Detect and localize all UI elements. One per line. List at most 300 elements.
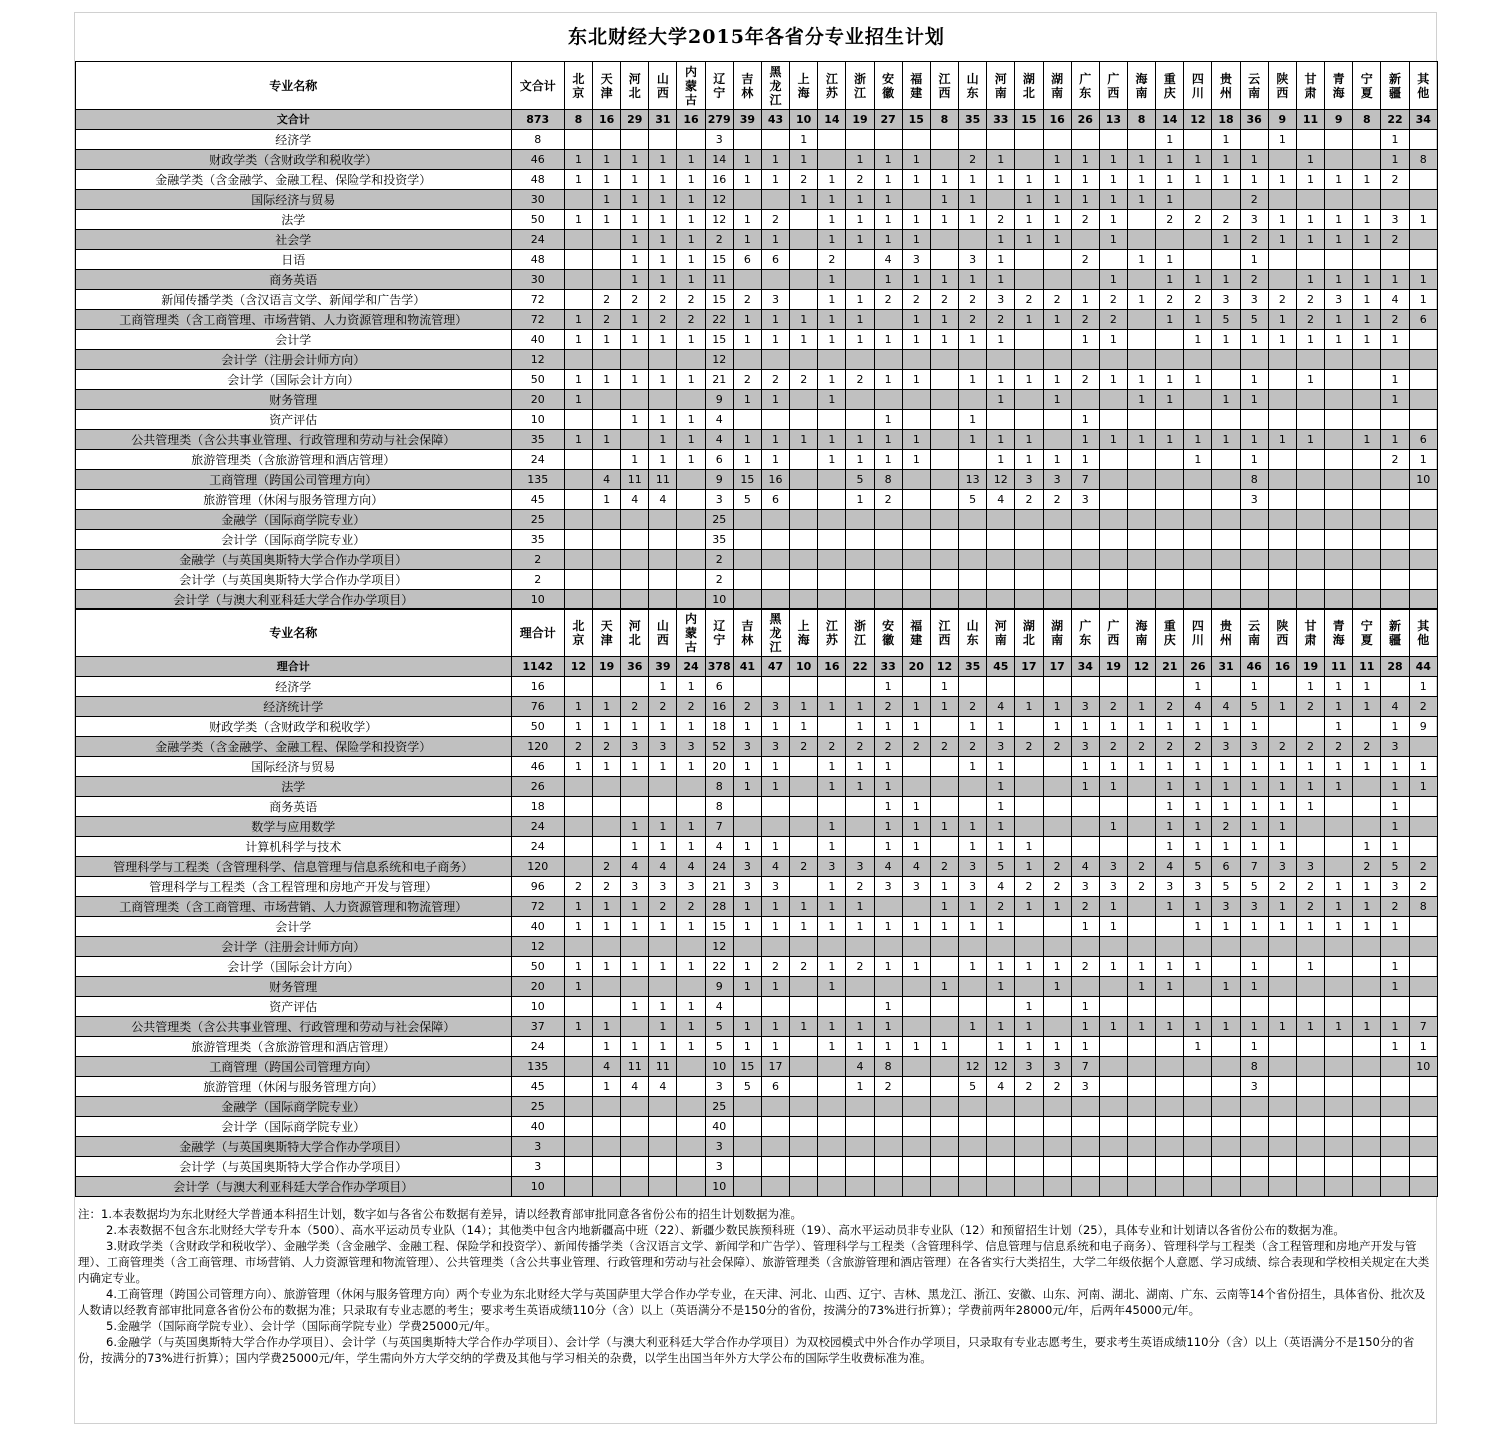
header-province bbox=[1325, 609, 1353, 657]
quota-cell bbox=[1212, 1177, 1240, 1197]
quota-cell: 2 bbox=[1043, 877, 1071, 897]
header-province-char: 吉 bbox=[741, 71, 754, 86]
quota-cell bbox=[959, 530, 987, 550]
quota-cell bbox=[1409, 350, 1437, 370]
quota-cell bbox=[1099, 550, 1127, 570]
quota-cell: 1 bbox=[564, 917, 592, 937]
row-total-cell: 50 bbox=[511, 717, 564, 737]
quota-cell bbox=[677, 570, 705, 590]
quota-cell bbox=[987, 190, 1015, 210]
quota-cell: 1 bbox=[818, 817, 846, 837]
quota-cell bbox=[1268, 250, 1296, 270]
quota-cell: 13 bbox=[959, 470, 987, 490]
header-province-char: 古 bbox=[685, 639, 698, 654]
quota-cell bbox=[1353, 717, 1381, 737]
quota-cell bbox=[874, 570, 902, 590]
quota-cell bbox=[761, 1117, 789, 1137]
quota-cell: 4 bbox=[677, 857, 705, 877]
total-cell: 47 bbox=[761, 657, 789, 677]
quota-cell bbox=[1381, 1117, 1409, 1137]
quota-cell: 1 bbox=[621, 170, 649, 190]
quota-cell bbox=[649, 777, 677, 797]
header-province-char: 西 bbox=[938, 85, 951, 100]
quota-cell bbox=[1184, 530, 1212, 550]
quota-cell: 2 bbox=[790, 370, 818, 390]
quota-cell: 2 bbox=[874, 290, 902, 310]
quota-cell: 5 bbox=[705, 1017, 733, 1037]
quota-cell bbox=[1184, 230, 1212, 250]
quota-cell: 1 bbox=[1409, 777, 1437, 797]
quota-cell: 1 bbox=[874, 230, 902, 250]
quota-cell bbox=[1071, 1117, 1099, 1137]
quota-cell: 1 bbox=[649, 250, 677, 270]
quota-cell bbox=[1325, 837, 1353, 857]
quota-cell: 1 bbox=[733, 390, 761, 410]
quota-cell bbox=[733, 1137, 761, 1157]
quota-cell: 2 bbox=[1071, 370, 1099, 390]
quota-cell bbox=[1212, 1157, 1240, 1177]
quota-cell: 1 bbox=[846, 897, 874, 917]
quota-cell: 1 bbox=[902, 717, 930, 737]
quota-cell bbox=[846, 530, 874, 550]
quota-cell bbox=[846, 1117, 874, 1137]
quota-cell: 1 bbox=[930, 1037, 958, 1057]
quota-cell bbox=[1212, 937, 1240, 957]
quota-cell bbox=[1099, 510, 1127, 530]
quota-cell: 1 bbox=[1099, 150, 1127, 170]
quota-cell: 1 bbox=[1184, 270, 1212, 290]
quota-cell: 2 bbox=[1381, 310, 1409, 330]
quota-cell bbox=[1353, 1037, 1381, 1057]
quota-cell: 2 bbox=[874, 1077, 902, 1097]
table-row bbox=[76, 1117, 1438, 1137]
quota-cell: 2 bbox=[1268, 290, 1296, 310]
quota-cell: 6 bbox=[705, 450, 733, 470]
quota-cell: 2 bbox=[1381, 450, 1409, 470]
quota-cell: 1 bbox=[1127, 250, 1155, 270]
quota-cell: 2 bbox=[1409, 857, 1437, 877]
quota-cell bbox=[621, 677, 649, 697]
quota-cell: 1 bbox=[1184, 757, 1212, 777]
quota-cell: 8 bbox=[874, 470, 902, 490]
quota-cell bbox=[818, 490, 846, 510]
quota-cell: 1 bbox=[649, 957, 677, 977]
quota-cell bbox=[902, 470, 930, 490]
quota-cell bbox=[564, 530, 592, 550]
header-province bbox=[1212, 62, 1240, 110]
quota-cell bbox=[902, 570, 930, 590]
major-name: 计算机科学与技术 bbox=[76, 837, 512, 857]
quota-cell bbox=[733, 410, 761, 430]
header-province bbox=[1240, 609, 1268, 657]
quota-cell: 1 bbox=[790, 717, 818, 737]
quota-cell: 2 bbox=[1240, 270, 1268, 290]
quota-cell bbox=[987, 570, 1015, 590]
major-name: 会计学（与英国奥斯特大学合作办学项目） bbox=[76, 570, 512, 590]
quota-cell bbox=[818, 1097, 846, 1117]
quota-cell: 1 bbox=[1099, 170, 1127, 190]
header-province-char: 海 bbox=[1332, 632, 1345, 647]
quota-cell: 2 bbox=[1184, 737, 1212, 757]
quota-cell: 1 bbox=[818, 170, 846, 190]
quota-cell: 1 bbox=[930, 977, 958, 997]
row-total-cell: 72 bbox=[511, 897, 564, 917]
quota-cell bbox=[987, 677, 1015, 697]
quota-cell: 1 bbox=[593, 150, 621, 170]
header-province bbox=[1240, 62, 1268, 110]
quota-cell: 1 bbox=[1184, 957, 1212, 977]
quota-cell bbox=[1015, 1177, 1043, 1197]
row-total-cell: 25 bbox=[511, 510, 564, 530]
quota-cell: 2 bbox=[677, 290, 705, 310]
quota-cell bbox=[1325, 530, 1353, 550]
quota-cell bbox=[1099, 837, 1127, 857]
quota-cell: 1 bbox=[1015, 370, 1043, 390]
quota-cell: 1 bbox=[1043, 897, 1071, 917]
quota-cell: 3 bbox=[761, 697, 789, 717]
header-province-char: 江 bbox=[769, 639, 782, 654]
header-province-char: 东 bbox=[966, 85, 979, 100]
quota-cell: 1 bbox=[649, 450, 677, 470]
header-province-char: 湖 bbox=[1051, 71, 1064, 86]
quota-cell: 9 bbox=[705, 470, 733, 490]
quota-cell: 1 bbox=[621, 210, 649, 230]
header-province-char: 湖 bbox=[1051, 618, 1064, 633]
quota-cell: 1 bbox=[1353, 837, 1381, 857]
major-name: 旅游管理（休闲与服务管理方向） bbox=[76, 1077, 512, 1097]
quota-cell: 4 bbox=[1381, 290, 1409, 310]
total-cell: 39 bbox=[649, 657, 677, 677]
quota-cell bbox=[1409, 170, 1437, 190]
total-cell: 19 bbox=[593, 657, 621, 677]
quota-cell: 2 bbox=[987, 210, 1015, 230]
quota-cell: 6 bbox=[1212, 857, 1240, 877]
header-province bbox=[1381, 609, 1409, 657]
quota-cell: 5 bbox=[1240, 877, 1268, 897]
quota-cell: 12 bbox=[959, 1057, 987, 1077]
header-province-char: 其 bbox=[1417, 618, 1430, 633]
quota-cell: 1 bbox=[677, 837, 705, 857]
header-province-char: 广 bbox=[1107, 618, 1120, 633]
header-province-char: 浙 bbox=[853, 618, 866, 633]
header-province bbox=[790, 609, 818, 657]
quota-cell bbox=[987, 550, 1015, 570]
quota-cell: 1 bbox=[1296, 797, 1324, 817]
quota-cell: 1 bbox=[1240, 777, 1268, 797]
quota-cell bbox=[930, 1137, 958, 1157]
quota-cell bbox=[593, 937, 621, 957]
quota-cell bbox=[677, 130, 705, 150]
quota-cell: 2 bbox=[1296, 897, 1324, 917]
quota-cell bbox=[1071, 797, 1099, 817]
major-name: 管理科学与工程类（含工程管理和房地产开发与管理） bbox=[76, 877, 512, 897]
header-province-char: 津 bbox=[600, 632, 613, 647]
header-province-char: 南 bbox=[1135, 85, 1148, 100]
quota-cell bbox=[1353, 977, 1381, 997]
quota-cell bbox=[874, 1137, 902, 1157]
quota-cell: 1 bbox=[733, 1017, 761, 1037]
table-row bbox=[76, 797, 1438, 817]
quota-cell: 1 bbox=[818, 877, 846, 897]
header-province-char: 西 bbox=[1276, 632, 1289, 647]
quota-cell bbox=[649, 1157, 677, 1177]
table-row bbox=[76, 330, 1438, 350]
quota-cell bbox=[1325, 450, 1353, 470]
header-province-char: 西 bbox=[1276, 85, 1289, 100]
major-name: 国际经济与贸易 bbox=[76, 190, 512, 210]
quota-cell bbox=[902, 350, 930, 370]
quota-cell: 1 bbox=[1353, 290, 1381, 310]
header-province-char: 海 bbox=[1332, 85, 1345, 100]
table-row bbox=[76, 270, 1438, 290]
quota-cell: 1 bbox=[1212, 837, 1240, 857]
quota-cell: 4 bbox=[987, 490, 1015, 510]
quota-cell bbox=[1296, 977, 1324, 997]
quota-cell bbox=[1127, 450, 1155, 470]
quota-cell bbox=[1127, 1157, 1155, 1177]
quota-cell bbox=[1071, 390, 1099, 410]
quota-cell bbox=[818, 470, 846, 490]
quota-cell: 8 bbox=[1409, 150, 1437, 170]
quota-cell: 4 bbox=[621, 1077, 649, 1097]
quota-cell: 5 bbox=[1212, 877, 1240, 897]
quota-cell: 12 bbox=[705, 190, 733, 210]
table-row bbox=[76, 1037, 1438, 1057]
quota-cell: 1 bbox=[1240, 330, 1268, 350]
major-name: 财务管理 bbox=[76, 390, 512, 410]
quota-cell bbox=[902, 190, 930, 210]
quota-cell: 1 bbox=[1127, 757, 1155, 777]
header-province bbox=[959, 609, 987, 657]
row-total-cell: 30 bbox=[511, 190, 564, 210]
quota-cell: 1 bbox=[987, 717, 1015, 737]
quota-cell: 1 bbox=[593, 757, 621, 777]
quota-cell bbox=[621, 1097, 649, 1117]
quota-cell bbox=[902, 130, 930, 150]
quota-cell: 1 bbox=[1099, 917, 1127, 937]
quota-cell bbox=[564, 857, 592, 877]
quota-cell bbox=[930, 350, 958, 370]
table-row bbox=[76, 1157, 1438, 1177]
quota-cell bbox=[846, 410, 874, 430]
quota-cell bbox=[564, 677, 592, 697]
quota-cell bbox=[1043, 350, 1071, 370]
quota-cell bbox=[649, 1097, 677, 1117]
quota-cell bbox=[1409, 997, 1437, 1017]
quota-cell: 2 bbox=[959, 310, 987, 330]
quota-cell: 1 bbox=[1156, 170, 1184, 190]
quota-cell: 2 bbox=[790, 957, 818, 977]
quota-cell: 1 bbox=[761, 757, 789, 777]
header-province-char: 江 bbox=[853, 632, 866, 647]
quota-cell bbox=[1015, 330, 1043, 350]
quota-cell: 21 bbox=[705, 877, 733, 897]
major-name: 工商管理（跨国公司管理方向） bbox=[76, 1057, 512, 1077]
quota-cell: 1 bbox=[1184, 837, 1212, 857]
quota-cell: 2 bbox=[1099, 310, 1127, 330]
quota-cell bbox=[677, 1097, 705, 1117]
quota-cell bbox=[930, 390, 958, 410]
quota-cell bbox=[930, 530, 958, 550]
quota-cell bbox=[1015, 797, 1043, 817]
quota-cell bbox=[1268, 190, 1296, 210]
total-cell: 16 bbox=[1268, 657, 1296, 677]
quota-cell: 1 bbox=[1043, 957, 1071, 977]
quota-cell: 1 bbox=[987, 777, 1015, 797]
quota-cell: 1 bbox=[733, 210, 761, 230]
major-name: 金融学（国际商学院专业） bbox=[76, 1097, 512, 1117]
table-row bbox=[76, 570, 1438, 590]
quota-cell: 1 bbox=[987, 250, 1015, 270]
header-province-char: 北 bbox=[572, 618, 585, 633]
quota-cell bbox=[1381, 937, 1409, 957]
quota-cell bbox=[1184, 550, 1212, 570]
quota-cell: 1 bbox=[874, 330, 902, 350]
header-province-char: 福 bbox=[910, 71, 923, 86]
header-province bbox=[902, 609, 930, 657]
quota-cell: 1 bbox=[1268, 1017, 1296, 1037]
quota-cell bbox=[621, 550, 649, 570]
quota-cell bbox=[1071, 130, 1099, 150]
quota-cell bbox=[621, 797, 649, 817]
row-total-cell: 20 bbox=[511, 977, 564, 997]
quota-cell: 2 bbox=[733, 697, 761, 717]
quota-cell bbox=[790, 470, 818, 490]
header-province-char: 江 bbox=[825, 618, 838, 633]
quota-cell: 3 bbox=[733, 877, 761, 897]
quota-cell bbox=[1071, 677, 1099, 697]
quota-cell bbox=[1325, 817, 1353, 837]
quota-cell bbox=[1325, 250, 1353, 270]
quota-cell bbox=[1156, 997, 1184, 1017]
major-name: 会计学（注册会计师方向） bbox=[76, 350, 512, 370]
quota-cell: 15 bbox=[705, 290, 733, 310]
quota-cell bbox=[621, 530, 649, 550]
quota-cell: 7 bbox=[1409, 1017, 1437, 1037]
quota-cell: 3 bbox=[1099, 857, 1127, 877]
quota-cell: 3 bbox=[705, 1077, 733, 1097]
quota-cell: 1 bbox=[1325, 897, 1353, 917]
quota-cell: 8 bbox=[874, 1057, 902, 1077]
quota-cell bbox=[1353, 410, 1381, 430]
quota-cell: 1 bbox=[790, 330, 818, 350]
quota-cell bbox=[1325, 1137, 1353, 1157]
quota-cell: 1 bbox=[1099, 897, 1127, 917]
quota-cell bbox=[1268, 937, 1296, 957]
quota-cell bbox=[1409, 490, 1437, 510]
quota-cell bbox=[1268, 1117, 1296, 1137]
major-name: 社会学 bbox=[76, 230, 512, 250]
quota-cell: 1 bbox=[846, 1077, 874, 1097]
quota-cell bbox=[593, 250, 621, 270]
quota-cell bbox=[1268, 1157, 1296, 1177]
quota-cell: 1 bbox=[1015, 1037, 1043, 1057]
quota-cell bbox=[1127, 350, 1155, 370]
header-province-char: 广 bbox=[1079, 71, 1092, 86]
quota-cell bbox=[1099, 1037, 1127, 1057]
quota-cell: 2 bbox=[1353, 857, 1381, 877]
row-total-cell: 2 bbox=[511, 570, 564, 590]
quota-cell bbox=[1296, 350, 1324, 370]
quota-cell: 1 bbox=[1127, 170, 1155, 190]
quota-cell: 1 bbox=[1156, 430, 1184, 450]
quota-cell bbox=[846, 590, 874, 610]
quota-cell bbox=[1015, 410, 1043, 430]
major-name: 会计学（与澳大利亚科廷大学合作办学项目） bbox=[76, 590, 512, 610]
quota-cell: 1 bbox=[1268, 330, 1296, 350]
quota-cell bbox=[1099, 997, 1127, 1017]
header-province bbox=[1127, 62, 1155, 110]
total-cell: 873 bbox=[511, 110, 564, 130]
quota-cell bbox=[1156, 470, 1184, 490]
major-name: 公共管理类（含公共事业管理、行政管理和劳动与社会保障） bbox=[76, 430, 512, 450]
quota-cell bbox=[874, 897, 902, 917]
quota-cell bbox=[677, 1177, 705, 1197]
quota-cell bbox=[874, 350, 902, 370]
major-name: 会计学（国际会计方向） bbox=[76, 370, 512, 390]
quota-cell: 1 bbox=[1015, 997, 1043, 1017]
quota-cell bbox=[677, 1157, 705, 1177]
quota-cell: 1 bbox=[1156, 817, 1184, 837]
note-5: 5.金融学（国际商学院专业）、会计学（国际商学院专业）学费25000元/年。 bbox=[106, 1319, 497, 1333]
quota-cell: 1 bbox=[1156, 1017, 1184, 1037]
header-province bbox=[1156, 609, 1184, 657]
quota-cell: 1 bbox=[1381, 430, 1409, 450]
quota-cell: 6 bbox=[761, 250, 789, 270]
quota-cell bbox=[930, 997, 958, 1017]
quota-cell bbox=[846, 390, 874, 410]
quota-cell: 28 bbox=[705, 897, 733, 917]
quota-cell bbox=[790, 1077, 818, 1097]
quota-cell: 1 bbox=[1240, 1037, 1268, 1057]
header-major-name: 专业名称 bbox=[76, 62, 512, 110]
quota-cell: 1 bbox=[677, 1037, 705, 1057]
quota-cell bbox=[1127, 230, 1155, 250]
quota-cell: 1 bbox=[1043, 977, 1071, 997]
quota-cell: 15 bbox=[705, 250, 733, 270]
header-province-char: 辽 bbox=[713, 618, 726, 633]
quota-cell bbox=[1043, 757, 1071, 777]
quota-cell: 8 bbox=[1240, 470, 1268, 490]
quota-cell bbox=[733, 590, 761, 610]
quota-cell bbox=[959, 777, 987, 797]
quota-cell: 1 bbox=[959, 370, 987, 390]
quota-cell bbox=[1099, 1077, 1127, 1097]
quota-cell bbox=[1127, 410, 1155, 430]
quota-cell bbox=[1268, 390, 1296, 410]
quota-cell: 1 bbox=[761, 917, 789, 937]
header-province bbox=[1099, 609, 1127, 657]
total-cell: 41 bbox=[733, 657, 761, 677]
quota-cell bbox=[902, 1177, 930, 1197]
quota-cell bbox=[930, 1077, 958, 1097]
quota-cell: 1 bbox=[1240, 677, 1268, 697]
quota-cell bbox=[564, 290, 592, 310]
quota-cell bbox=[593, 997, 621, 1017]
total-cell: 17 bbox=[1015, 657, 1043, 677]
quota-cell: 1 bbox=[593, 210, 621, 230]
quota-cell bbox=[1043, 1017, 1071, 1037]
quota-cell: 1 bbox=[902, 330, 930, 350]
quota-cell bbox=[874, 1117, 902, 1137]
quota-cell bbox=[1268, 957, 1296, 977]
quota-cell: 1 bbox=[818, 977, 846, 997]
quota-cell bbox=[649, 130, 677, 150]
major-name: 金融学（国际商学院专业） bbox=[76, 510, 512, 530]
header-province bbox=[677, 62, 705, 110]
quota-cell: 4 bbox=[705, 430, 733, 450]
quota-cell bbox=[790, 937, 818, 957]
